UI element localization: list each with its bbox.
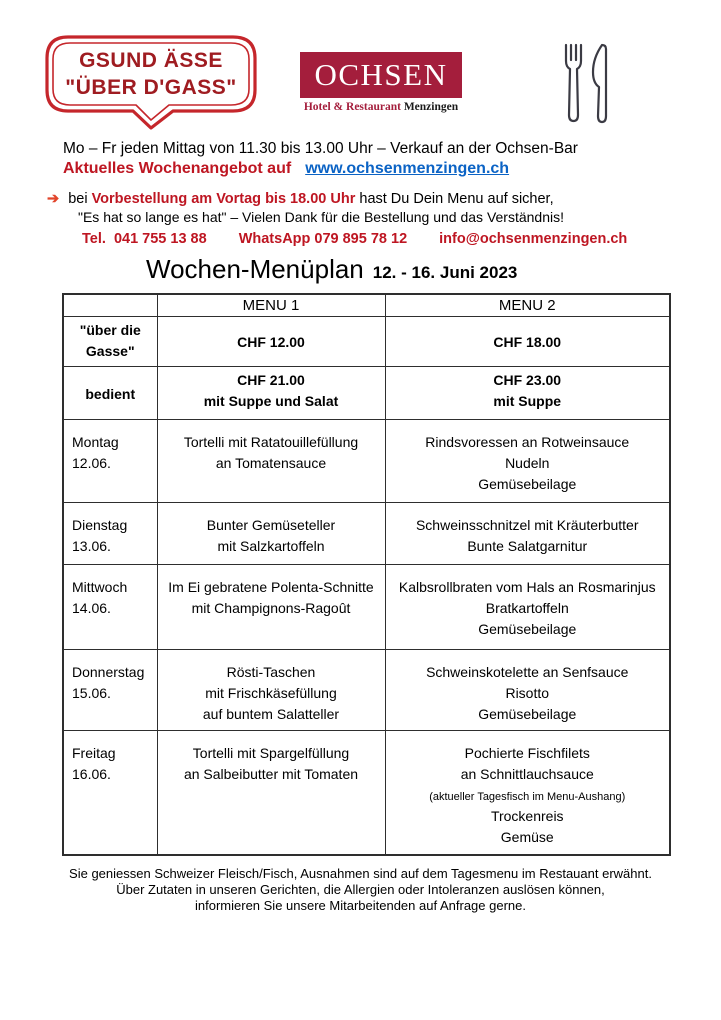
email-address: info@ochsenmenzingen.ch — [439, 231, 628, 247]
website-link[interactable]: www.ochsenmenzingen.ch — [305, 160, 510, 177]
day-cell: Donnerstag 15.06. — [63, 650, 157, 731]
price-row — [63, 317, 670, 367]
availability-line: "Es hat so lange es hat" – Vielen Dank für die Bestellung und das Verständnis! — [78, 209, 564, 225]
day-cell: Freitag 16.06. — [63, 731, 157, 855]
ochsen-logo-caption — [300, 101, 462, 113]
price-cell-menu2: CHF 23.00 mit Suppe — [385, 367, 670, 420]
title-date-range: 12. - 16. Juni 2023 — [372, 263, 518, 282]
page-title — [146, 254, 517, 285]
preorder-suffix: hast Du Dein Menu auf sicher, — [359, 191, 554, 207]
title-main: Wochen-Menüplan — [146, 254, 364, 284]
fork-and-knife-icon — [552, 40, 614, 128]
menu2-cell: Schweinskotelette an Senfsauce Risotto Gemüsebeilage — [385, 650, 670, 731]
menu2-cell: Pochierte Fischfilets an Schnittlauchsauce (aktueller Tagesfisch im Menu-Aushang) Trockenreis Gemüse — [385, 731, 670, 855]
menu-table-body — [63, 294, 670, 855]
day-cell: Dienstag 13.06. — [63, 503, 157, 565]
gsund-aesse-badge — [44, 34, 258, 130]
menu2-cell: Kalbsrollbraten vom Hals an Rosmarinjus Bratkartoffeln Gemüsebeilage — [385, 565, 670, 650]
caption-menzingen: Menzingen — [403, 101, 459, 113]
menu-table-header-row — [63, 294, 670, 317]
day-row — [63, 650, 670, 731]
day-cell: Mittwoch 14.06. — [63, 565, 157, 650]
preorder-line — [47, 191, 554, 207]
menu-table — [62, 293, 671, 856]
badge-line2: "ÜBER D'GASS" — [65, 76, 237, 99]
menu2-cell: Schweinsschnitzel mit Kräuterbutter Bunte Salatgarnitur — [385, 503, 670, 565]
ochsen-logo-box: OCHSEN — [300, 52, 462, 98]
day-row — [63, 420, 670, 503]
menu1-cell: Rösti-Taschen mit Frischkäsefüllung auf buntem Salatteller — [157, 650, 385, 731]
footer-line-1: Sie geniessen Schweizer Fleisch/Fisch, Ausnahmen sind auf dem Tagesmenu im Restauant erwähnt. — [69, 866, 652, 881]
price-row — [63, 367, 670, 420]
price-cell-menu2: CHF 18.00 — [385, 317, 670, 367]
footer-line-2: Über Zutaten in unseren Gerichten, die Allergien oder Intoleranzen auslösen können, — [116, 882, 605, 897]
ochsen-logo — [300, 52, 462, 113]
price-cell-menu1: CHF 12.00 — [157, 317, 385, 367]
preorder-highlight: Vorbestellung am Vortag bis 18.00 Uhr — [91, 191, 356, 207]
footer-line-3: informieren Sie unsere Mitarbeitenden auf Anfrage gerne. — [195, 898, 526, 913]
price-row-label: bedient — [63, 367, 157, 420]
col-header-0 — [63, 294, 157, 317]
opening-hours-line: Mo – Fr jeden Mittag von 11.30 bis 13.00 Uhr – Verkauf an der Ochsen-Bar — [63, 140, 578, 157]
arrow-icon: ➔ — [47, 191, 60, 207]
day-row — [63, 503, 670, 565]
menu1-cell: Tortelli mit Spargelfüllung an Salbeibutter mit Tomaten — [157, 731, 385, 855]
col-header-1: MENU 1 — [157, 294, 385, 317]
preorder-prefix: bei — [68, 191, 88, 207]
day-cell: Montag 12.06. — [63, 420, 157, 503]
price-row-label: "über die Gasse" — [63, 317, 157, 367]
whatsapp-number: WhatsApp 079 895 78 12 — [238, 231, 408, 247]
day-row — [63, 565, 670, 650]
contact-line — [82, 231, 627, 247]
menu1-cell: Im Ei gebratene Polenta-Schnitte mit Champignons-Ragoût — [157, 565, 385, 650]
weekly-offer-line — [63, 160, 509, 178]
col-header-2: MENU 2 — [385, 294, 670, 317]
badge-line1: GSUND ÄSSE — [79, 49, 223, 72]
menu2-cell: Rindsvoressen an Rotweinsauce Nudeln Gemüsebeilage — [385, 420, 670, 503]
day-row — [63, 731, 670, 855]
menu1-cell: Bunter Gemüseteller mit Salzkartoffeln — [157, 503, 385, 565]
footer-notes — [0, 866, 721, 914]
weekly-offer-label: Aktuelles Wochenangebot auf — [63, 160, 292, 177]
menu1-cell: Tortelli mit Ratatouillefüllung an Tomatensauce — [157, 420, 385, 503]
phone-number: Tel. 041 755 13 88 — [82, 231, 207, 247]
price-cell-menu1: CHF 21.00 mit Suppe und Salat — [157, 367, 385, 420]
fine-print: (aktueller Tagesfisch im Menu-Aushang) — [429, 791, 626, 803]
caption-hotel-restaurant: Hotel & Restaurant — [303, 101, 404, 113]
